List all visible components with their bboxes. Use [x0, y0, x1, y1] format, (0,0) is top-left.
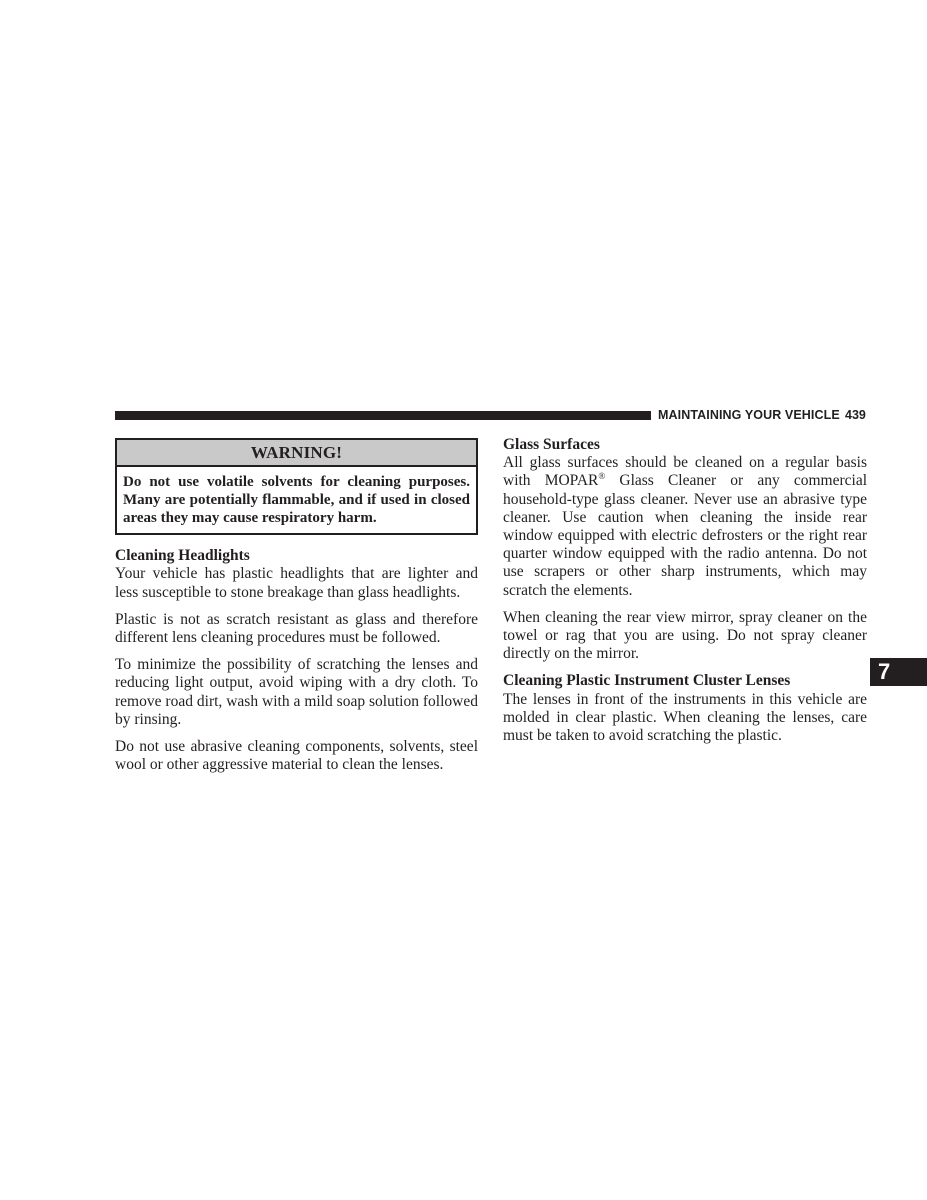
- warning-text: Do not use volatile solvents for cleaning purposes. Many are potentially flammable, and if used in closed areas they may cause respiratory harm.: [123, 474, 470, 527]
- left-column: [115, 438, 478, 783]
- warning-title: WARNING!: [117, 440, 476, 467]
- header-rule: [115, 411, 651, 420]
- section-title: MAINTAINING YOUR VEHICLE: [658, 408, 840, 422]
- chapter-tab: 7: [870, 658, 927, 686]
- warning-box: [115, 438, 478, 535]
- page-number: 439: [845, 408, 866, 422]
- paragraph: To minimize the possibility of scratching the lenses and reducing light output, avoid wiping with a dry cloth. To remove road dirt, wash with a mild soap solution followed by rinsing.: [115, 656, 478, 728]
- glass-surfaces-heading: Glass Surfaces: [503, 436, 600, 453]
- cluster-lenses-heading: Cleaning Plastic Instrument Cluster Lenses: [503, 672, 791, 690]
- cleaning-headlights-heading: Cleaning Headlights: [115, 547, 250, 565]
- registered-mark: ®: [598, 471, 606, 482]
- mirror-paragraph: When cleaning the rear view mirror, spray cleaner on the towel or rag that you are using. Do not spray cleaner directly on the mirror.: [503, 608, 867, 663]
- paragraph: Your vehicle has plastic headlights that are lighter and less susceptible to stone breakage than glass headlights.: [115, 565, 478, 601]
- cluster-lenses-paragraph: The lenses in front of the instruments in this vehicle are molded in clear plastic. When cleaning the lenses, care must be taken to avoid scratching the plastic.: [503, 690, 867, 745]
- paragraph: Do not use abrasive cleaning components, solvents, steel wool or other aggressive material to clean the lenses.: [115, 738, 478, 774]
- glass-surfaces-paragraph: [503, 454, 867, 600]
- text-span: Glass Cleaner or any commercial household-type glass cleaner. Never use an abrasive type cleaner. Use caution when cleaning the inside rear window equipped with electric defrosters or the right rear quarter window equipped with the radio antenna. Do not use scrapers or other sharp instruments, which may scratch the elements.: [503, 472, 867, 599]
- right-column: [503, 436, 867, 754]
- text-span: All glass surfaces should be cleaned on a regular basis with MOPAR: [503, 454, 867, 490]
- paragraph: Plastic is not as scratch resistant as glass and therefore different lens cleaning procedures must be followed.: [115, 610, 478, 647]
